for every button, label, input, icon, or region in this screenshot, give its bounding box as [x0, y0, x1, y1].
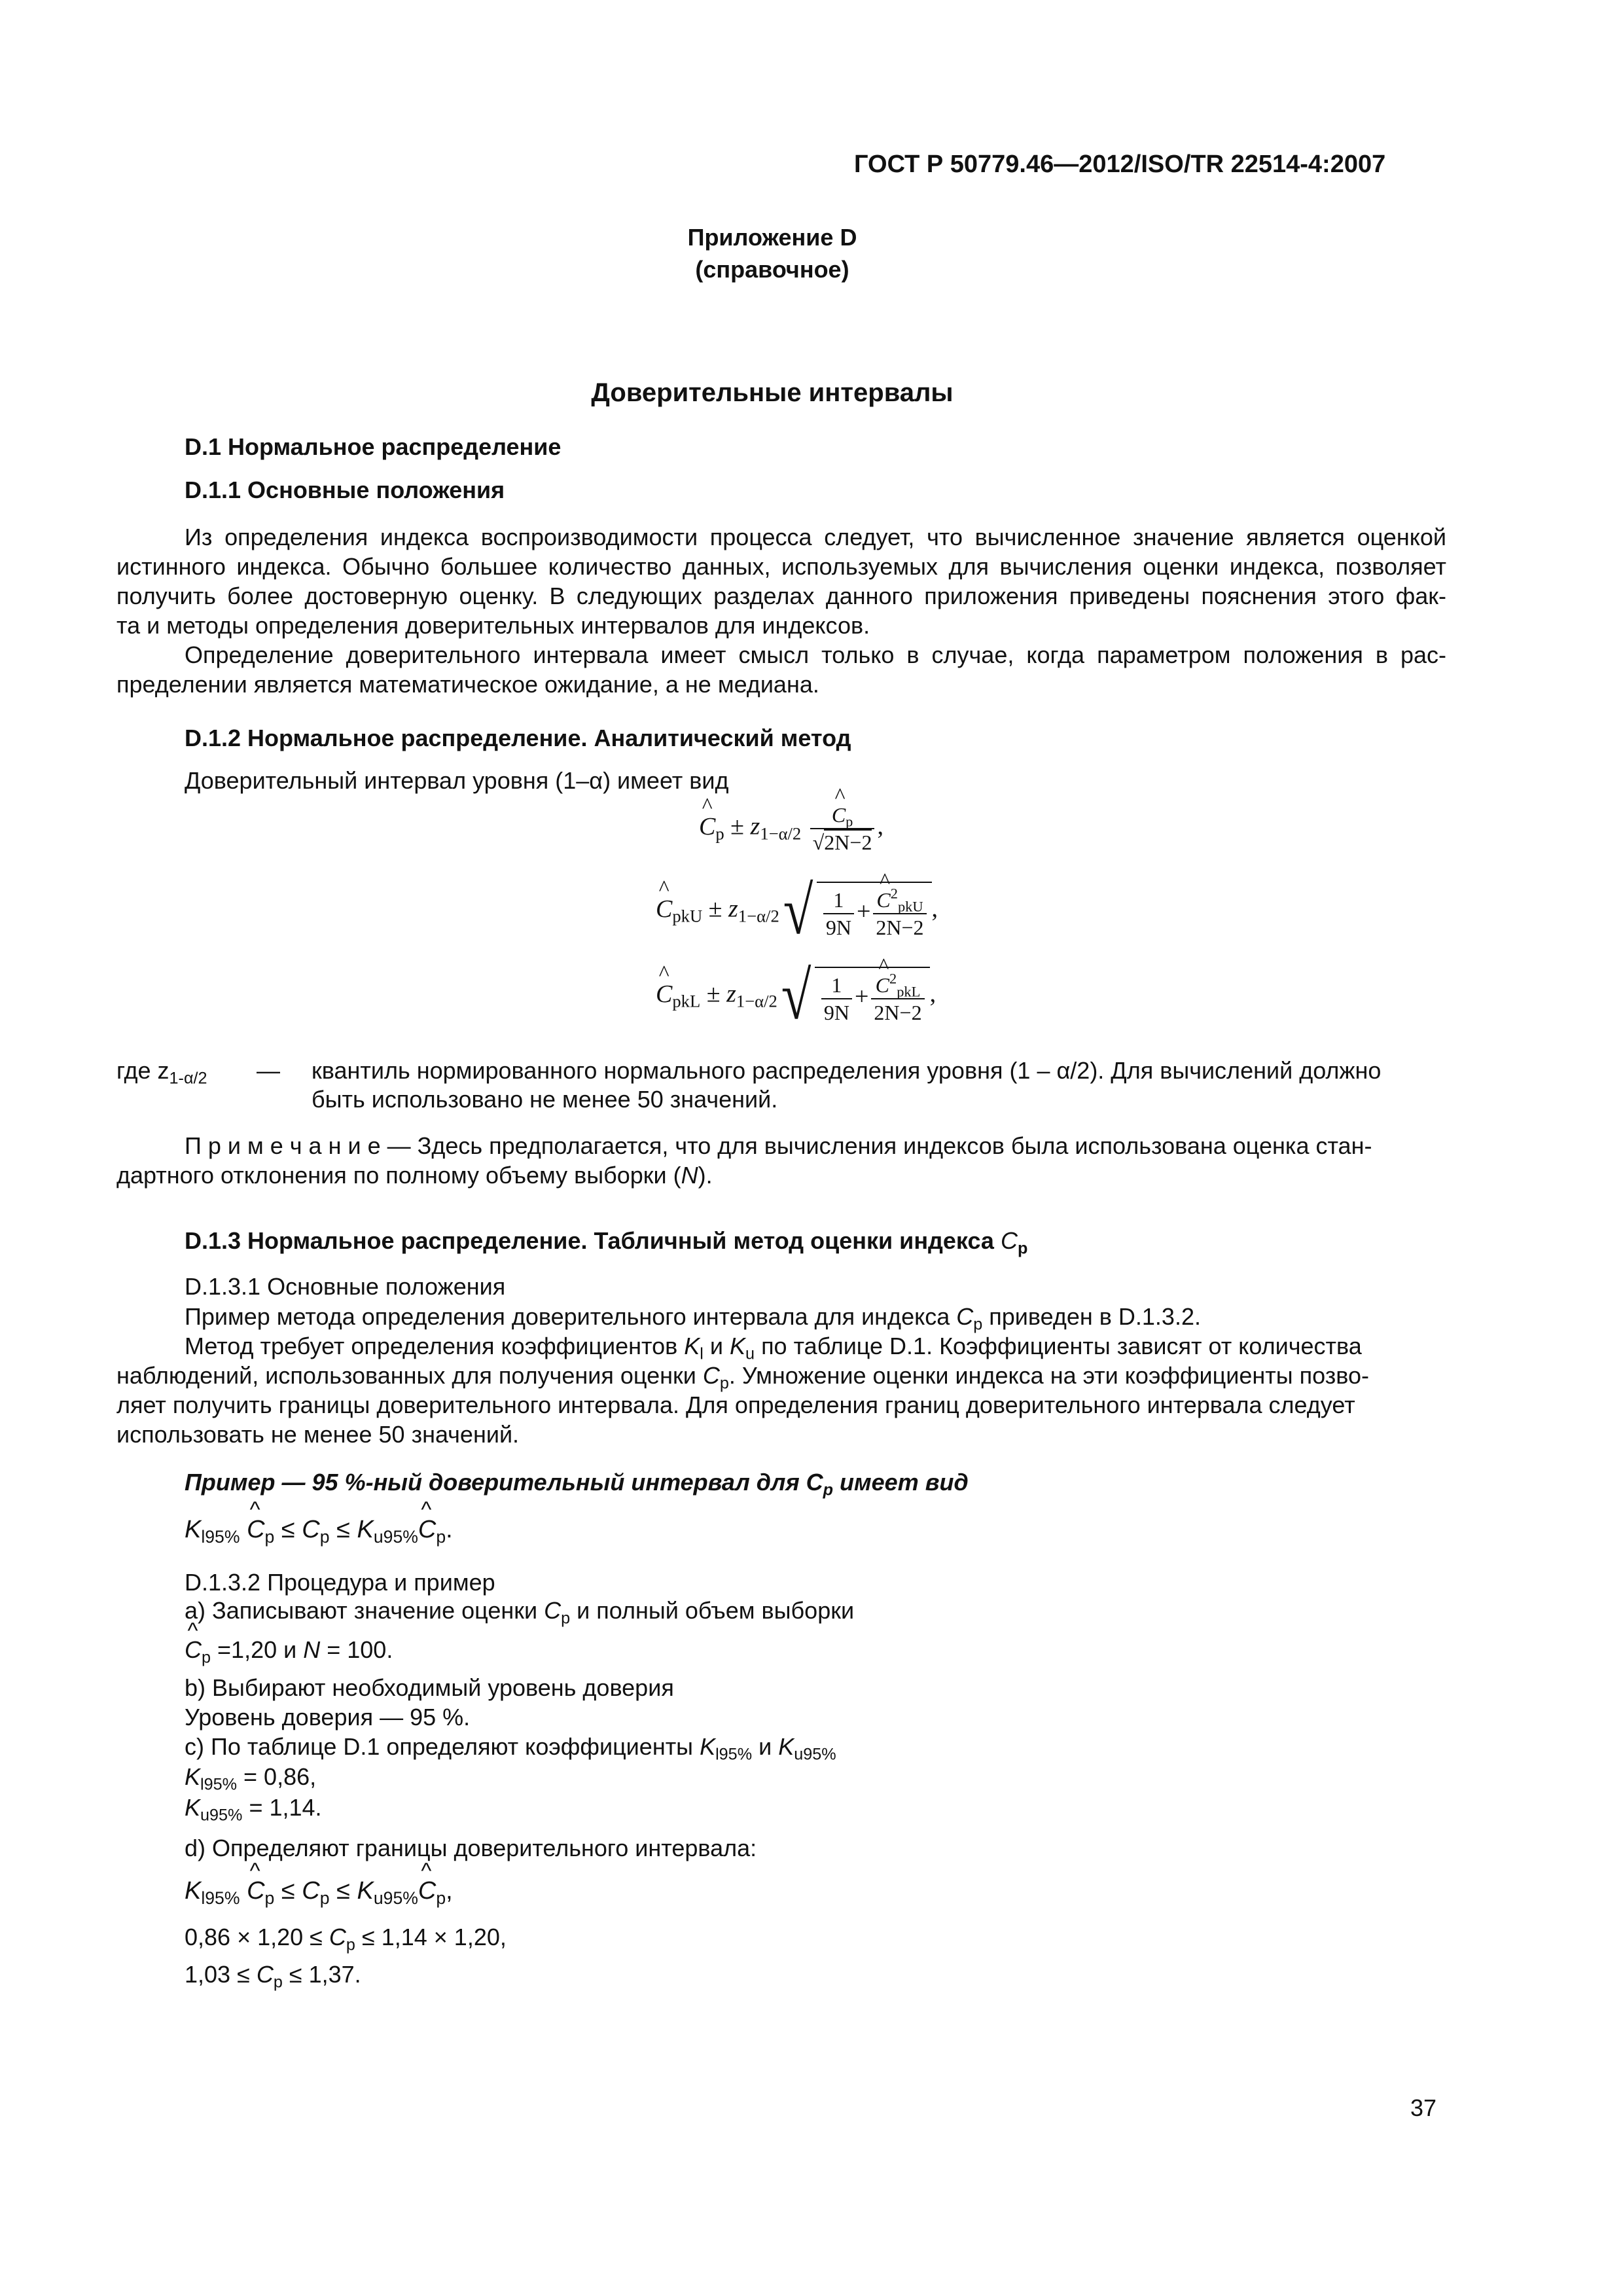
step-c: c) По таблице D.1 определяют коэффициенты $K_{l95\%}$ и $K_{u95\%}$ [185, 1733, 836, 1764]
appendix-title: Приложение D [687, 224, 857, 251]
d1-heading: D.1 Нормальное распределение [185, 433, 562, 460]
note-line-2: дартного отклонения по полному объему выборки (N). [116, 1162, 713, 1189]
d11-paragraph-1: Из определения индекса воспроизводимости процесса следует, что вычисленное значение является оценкой истинного индекса. Обычно большее количество данных, используемых для вычисления оценки индекса, позволяет получить более достоверную оценку. В следующих разделах данного приложения приведены пояснения этого фак- та и методы определения доверительных интервалов для индексов. [116, 524, 1446, 639]
standard-header: ГОСТ Р 50779.46—2012/ISO/TR 22514-4:2007 [854, 151, 1386, 178]
step-b: b) Выбирают необходимый уровень доверия [185, 1674, 674, 1701]
ku95-value: $K_{u95\%} = 1,14$. [185, 1794, 322, 1825]
appendix-subtitle: (справочное) [695, 256, 849, 283]
where-text-1: квантиль нормированного нормального распределения уровня (1 – α/2). Для вычислений должно [312, 1057, 1382, 1084]
kl95-value: $K_{l95\%} = 0,86$, [185, 1763, 317, 1794]
step-a-value: ^ $C_p =1,20$ и N = 100. [185, 1638, 393, 1662]
step-d-formula-2: $0,86 \times 1,20 \le C_p \le 1,14 \times 1,20$, [185, 1924, 507, 1954]
d11-paragraph-2: Определение доверительного интервала имеет смысл только в случае, когда параметром положения в рас- пределении является математическое ожидание, а не медиана. [116, 641, 1446, 698]
d13-line-3: наблюдений, использованных для получения оценки $C_p$. Умножение оценки индекса на эти коэффициенты позво- [116, 1362, 1370, 1393]
note-line-1: П р и м е ч а н и е — Здесь предполагается, что для вычисления индексов была использована оценка стан- [185, 1132, 1372, 1159]
d13-line-2: Метод требует определения коэффициентов $K_l$ и $K_u$ по таблице D.1. Коэффициенты зависят от количества [185, 1333, 1362, 1363]
example-heading: Пример — 95 %-ный доверительный интервал для $C_p$ имеет вид [185, 1469, 969, 1499]
where-symbol: где $z_{1-\alpha/2}$ [116, 1057, 207, 1088]
page-number: 37 [1410, 2094, 1437, 2121]
formula-cpkl: ^ $C_{pkL} \pm z_{1-\alpha/2}√$ $\frac{1}{9N}$ + ^ $\frac{C^2_{pkL}}{2N-2}$ , [656, 962, 936, 1030]
d1311-heading: D.1.3.1 Основные положения [185, 1273, 506, 1300]
step-d-formula-1: $K_{l95\%}$ ^ $C_p \le C_p$ ≤ $K_{u95\%}\^{}$ $C_p$, [185, 1878, 453, 1903]
step-d: d) Определяют границы доверительного интервала: [185, 1835, 757, 1861]
step-d-formula-3: $1,03 \le C_p \le 1,37$. [185, 1961, 361, 1992]
step-a: a) Записывают значение оценки $C_p$ и полный объем выборки [185, 1597, 855, 1628]
d12-intro: Доверительный интервал уровня (1–α) имеет вид [185, 767, 729, 794]
d12-heading: D.1.2 Нормальное распределение. Аналитический метод [185, 725, 851, 751]
d13-heading: D.1.3 Нормальное распределение. Табличный метод оценки индекса $C_p$ [185, 1227, 1028, 1258]
step-b-value: Уровень доверия — 95 %. [185, 1704, 471, 1731]
section-title: Доверительные интервалы [591, 378, 954, 407]
d13-line-4: ляет получить границы доверительного интервала. Для определения границ доверительного интервала следует [116, 1391, 1355, 1418]
d13-line-5: использовать не менее 50 значений. [116, 1421, 520, 1448]
where-dash: — [257, 1057, 280, 1084]
formula-cpku: ^ $C_{pkU} \pm z_{1-\alpha/2}√$ $\frac{1}{9N}$ + ^ $\frac{C^2_{pkU}}{2N-2}$ , [656, 877, 938, 945]
where-text-2: быть использовано не менее 50 значений. [312, 1086, 778, 1113]
example-formula: $K_{l95\%}$ ^ $C_p \le C_p$ ≤ $K_{u95\%}\^{}$ $C_p$. [185, 1517, 453, 1542]
formula-cp: ^ $C_p \pm z_{1-\alpha/2}$ ^ $\frac{C_p}{√2N-2}$ , [699, 802, 883, 855]
d1312-heading: D.1.3.2 Процедура и пример [185, 1569, 495, 1596]
d11-heading: D.1.1 Основные положения [185, 476, 505, 503]
d13-line-1: Пример метода определения доверительного интервала для индекса $C_p$ приведен в D.1.3.2. [185, 1303, 1201, 1334]
